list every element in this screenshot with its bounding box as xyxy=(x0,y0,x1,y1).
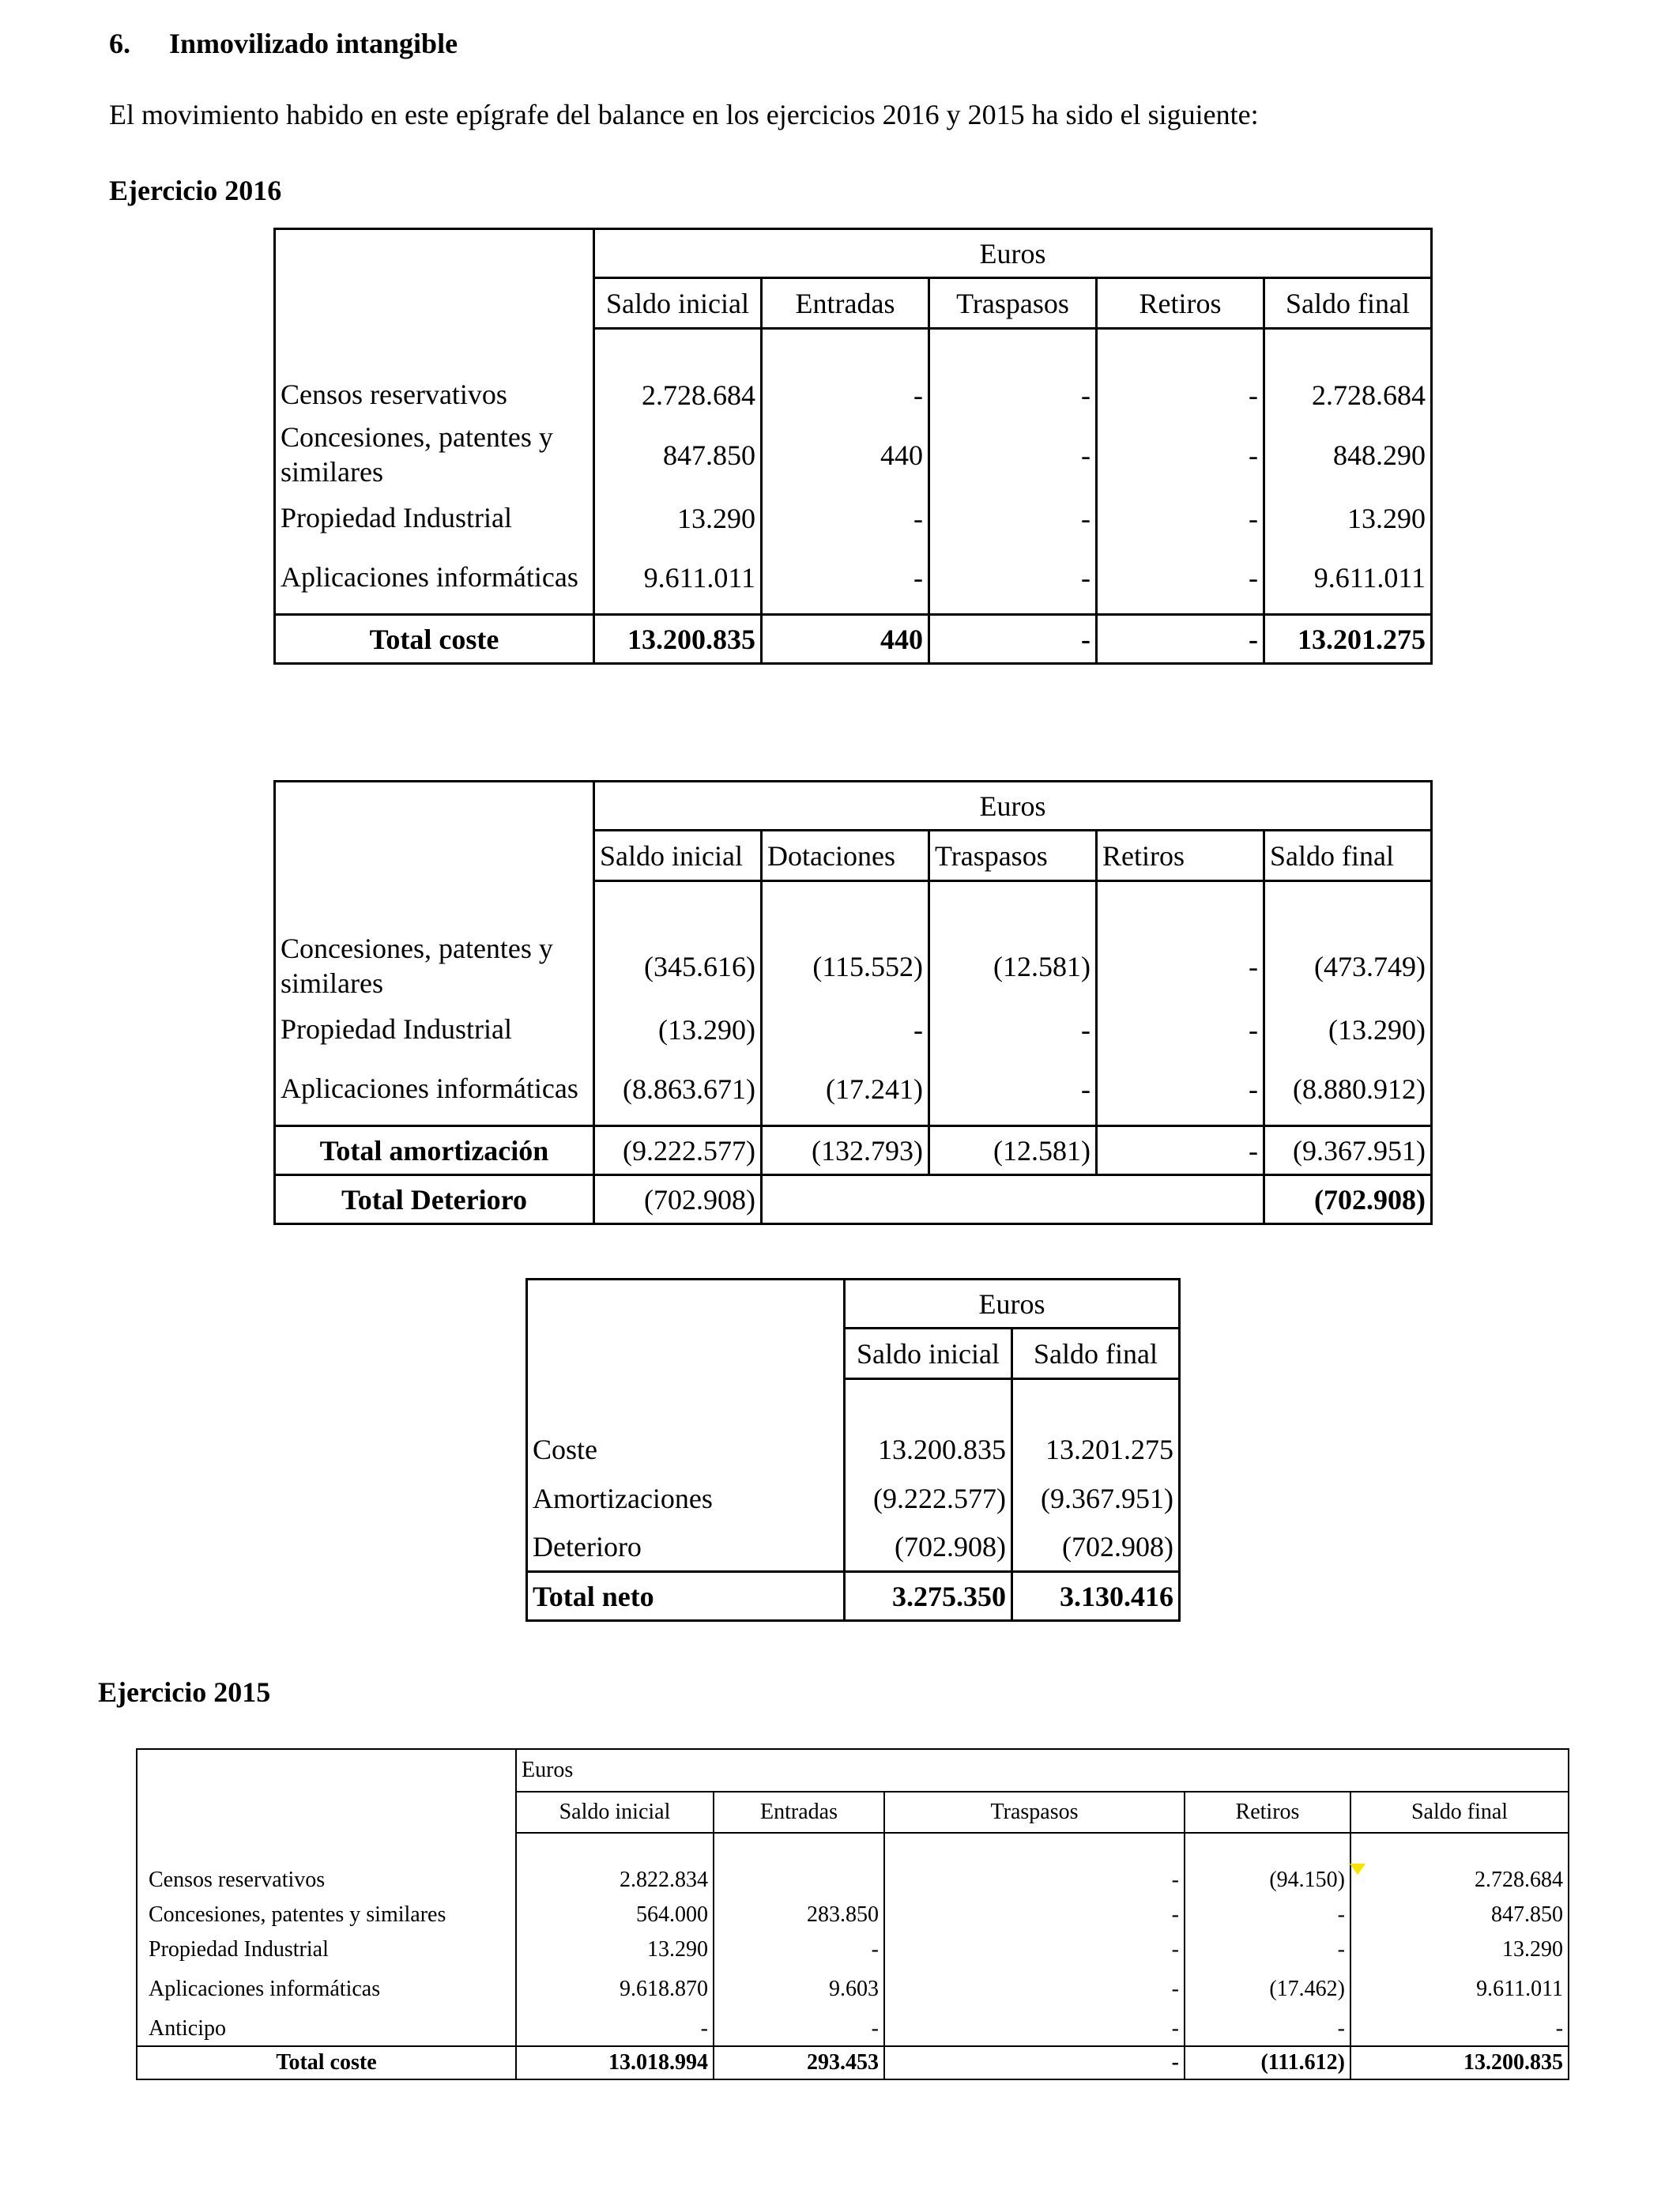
cell: (702.908) xyxy=(594,1175,762,1224)
cell: - xyxy=(1185,2011,1350,2046)
cell: - xyxy=(884,2046,1185,2079)
cell: - xyxy=(1097,542,1264,615)
cell: (94.150) xyxy=(1185,1863,1350,1898)
header-blank xyxy=(275,229,594,329)
col-header: Retiros xyxy=(1185,1792,1350,1833)
cell: (345.616) xyxy=(594,927,762,1006)
table-row xyxy=(275,375,1432,416)
total-row xyxy=(527,1572,1180,1621)
cell: - xyxy=(929,1006,1097,1054)
cell: 847.850 xyxy=(594,416,762,495)
header-blank xyxy=(137,1749,516,1833)
cell xyxy=(714,1863,884,1898)
heading-ejercicio-2015: Ejercicio 2015 xyxy=(98,1676,271,1708)
cell: 9.603 xyxy=(714,1967,884,2011)
cell: - xyxy=(929,416,1097,495)
total-row xyxy=(275,1175,1432,1224)
row-label: Anticipo xyxy=(137,2011,516,2046)
cell: 9.618.870 xyxy=(516,1967,714,2011)
col-header: Retiros xyxy=(1097,831,1264,881)
total-label: Total Deterioro xyxy=(275,1175,594,1224)
col-header: Entradas xyxy=(762,278,929,329)
row-label: Concesiones, patentes y similares xyxy=(275,927,594,1006)
total-row xyxy=(275,615,1432,664)
cell: (8.863.671) xyxy=(594,1054,762,1126)
cell: 283.850 xyxy=(714,1898,884,1932)
cell: - xyxy=(884,1967,1185,2011)
cell: - xyxy=(1097,1006,1264,1054)
comment-marker-icon xyxy=(1350,1864,1365,1875)
col-header: Dotaciones xyxy=(762,831,929,881)
cell: - xyxy=(929,495,1097,542)
cell: 2.728.684 xyxy=(594,375,762,416)
row-label: Coste xyxy=(527,1425,845,1474)
col-header: Saldo final xyxy=(1012,1329,1180,1379)
row-label: Aplicaciones informáticas xyxy=(137,1967,516,2011)
cell: (9.222.577) xyxy=(594,1126,762,1175)
cell: - xyxy=(1097,1054,1264,1126)
table-row xyxy=(137,1967,1569,2011)
cell: - xyxy=(1097,1126,1264,1175)
cell: 848.290 xyxy=(1264,416,1432,495)
section-number: 6. xyxy=(109,28,130,59)
cell: (12.581) xyxy=(929,927,1097,1006)
header-blank xyxy=(275,782,594,881)
cell: - xyxy=(1097,615,1264,664)
cell: - xyxy=(1097,927,1264,1006)
table-row xyxy=(527,1474,1180,1523)
cell: 3.275.350 xyxy=(845,1572,1012,1621)
cell: (17.462) xyxy=(1185,1967,1350,2011)
cell: 564.000 xyxy=(516,1898,714,1932)
cell: - xyxy=(929,375,1097,416)
cell: 13.200.835 xyxy=(1350,2046,1569,2079)
cell: 440 xyxy=(762,416,929,495)
cell: 440 xyxy=(762,615,929,664)
cell: 9.611.011 xyxy=(594,542,762,615)
cell: (111.612) xyxy=(1185,2046,1350,2079)
total-label: Total coste xyxy=(137,2046,516,2079)
table-row xyxy=(275,1006,1432,1054)
cell: - xyxy=(929,1054,1097,1126)
cell: - xyxy=(762,495,929,542)
cell: 9.611.011 xyxy=(1350,1967,1569,2011)
row-label: Propiedad Industrial xyxy=(275,1006,594,1054)
table-2016-net xyxy=(525,1278,1181,1622)
cell: 9.611.011 xyxy=(1264,542,1432,615)
table-row xyxy=(137,1932,1569,1967)
table-row xyxy=(275,927,1432,1006)
cell: - xyxy=(884,1898,1185,1932)
total-row xyxy=(137,2046,1569,2079)
cell: - xyxy=(1097,375,1264,416)
cell: (473.749) xyxy=(1264,927,1432,1006)
cell: - xyxy=(714,2011,884,2046)
cell: (17.241) xyxy=(762,1054,929,1126)
cell: - xyxy=(762,375,929,416)
cell: - xyxy=(929,615,1097,664)
cell: 13.201.275 xyxy=(1012,1425,1180,1474)
row-label: Deterioro xyxy=(527,1523,845,1572)
cell: - xyxy=(714,1932,884,1967)
col-header: Saldo inicial xyxy=(594,831,762,881)
cell: (12.581) xyxy=(929,1126,1097,1175)
cell: (13.290) xyxy=(1264,1006,1432,1054)
cell: 2.728.684 xyxy=(1264,375,1432,416)
cell: - xyxy=(516,2011,714,2046)
group-header-euros: Euros xyxy=(516,1749,1569,1792)
cell: - xyxy=(1350,2011,1569,2046)
cell: 13.018.994 xyxy=(516,2046,714,2079)
cell: 13.201.275 xyxy=(1264,615,1432,664)
total-label: Total amortización xyxy=(275,1126,594,1175)
cell: - xyxy=(1097,495,1264,542)
table-row xyxy=(275,1054,1432,1126)
cell: - xyxy=(884,2011,1185,2046)
cell: - xyxy=(1185,1898,1350,1932)
table-row xyxy=(275,495,1432,542)
section-title: Inmovilizado intangible xyxy=(169,28,458,59)
row-label: Amortizaciones xyxy=(527,1474,845,1523)
col-header: Saldo inicial xyxy=(516,1792,714,1833)
cell: - xyxy=(762,542,929,615)
cell: (702.908) xyxy=(845,1523,1012,1572)
cell: - xyxy=(762,1006,929,1054)
cell: (702.908) xyxy=(1012,1523,1180,1572)
col-header: Saldo final xyxy=(1264,831,1432,881)
table-row xyxy=(275,416,1432,495)
table-row xyxy=(275,542,1432,615)
cell: 13.200.835 xyxy=(594,615,762,664)
col-header: Traspasos xyxy=(884,1792,1185,1833)
cell: (702.908) xyxy=(1264,1175,1432,1224)
cell: 13.290 xyxy=(1350,1932,1569,1967)
cell: - xyxy=(1185,1932,1350,1967)
col-header: Traspasos xyxy=(929,278,1097,329)
cell: (115.552) xyxy=(762,927,929,1006)
cell: 13.290 xyxy=(516,1932,714,1967)
col-header: Entradas xyxy=(714,1792,884,1833)
cell: (132.793) xyxy=(762,1126,929,1175)
row-label: Concesiones, patentes y similares xyxy=(275,416,594,495)
group-header-euros: Euros xyxy=(594,229,1432,278)
table-2016-amortization xyxy=(273,780,1433,1225)
row-label: Propiedad Industrial xyxy=(137,1932,516,1967)
total-label: Total neto xyxy=(527,1572,845,1621)
total-row xyxy=(275,1126,1432,1175)
cell: (8.880.912) xyxy=(1264,1054,1432,1126)
cell: - xyxy=(884,1863,1185,1898)
cell-blank xyxy=(762,1175,1264,1224)
col-header: Saldo inicial xyxy=(594,278,762,329)
cell: 3.130.416 xyxy=(1012,1572,1180,1621)
col-header: Saldo final xyxy=(1264,278,1432,329)
cell: 847.850 xyxy=(1350,1898,1569,1932)
row-label: Aplicaciones informáticas xyxy=(275,1054,594,1126)
total-label: Total coste xyxy=(275,615,594,664)
cell: (9.367.951) xyxy=(1012,1474,1180,1523)
cell: - xyxy=(1097,416,1264,495)
heading-ejercicio-2016: Ejercicio 2016 xyxy=(109,175,282,206)
col-header: Traspasos xyxy=(929,831,1097,881)
row-label: Concesiones, patentes y similares xyxy=(137,1898,516,1932)
cell: 2.728.684 xyxy=(1350,1863,1569,1898)
table-row xyxy=(527,1425,1180,1474)
cell: 13.290 xyxy=(1264,495,1432,542)
group-header-euros: Euros xyxy=(845,1280,1180,1329)
table-2015-cost xyxy=(136,1748,1569,2080)
cell: 293.453 xyxy=(714,2046,884,2079)
cell: 2.822.834 xyxy=(516,1863,714,1898)
header-blank xyxy=(527,1280,845,1379)
row-label: Censos reservativos xyxy=(275,375,594,416)
row-label: Propiedad Industrial xyxy=(275,495,594,542)
col-header: Retiros xyxy=(1097,278,1264,329)
cell: 13.290 xyxy=(594,495,762,542)
table-row xyxy=(137,1898,1569,1932)
cell: - xyxy=(929,542,1097,615)
row-label: Censos reservativos xyxy=(137,1863,516,1898)
row-label: Aplicaciones informáticas xyxy=(275,542,594,615)
col-header: Saldo final xyxy=(1350,1792,1569,1833)
table-2016-cost xyxy=(273,228,1433,665)
cell: (9.367.951) xyxy=(1264,1126,1432,1175)
table-row xyxy=(527,1523,1180,1572)
col-header: Saldo inicial xyxy=(845,1329,1012,1379)
table-row xyxy=(137,2011,1569,2046)
section-heading xyxy=(109,27,458,60)
group-header-euros: Euros xyxy=(594,782,1432,831)
cell: - xyxy=(884,1932,1185,1967)
cell: (13.290) xyxy=(594,1006,762,1054)
cell: (9.222.577) xyxy=(845,1474,1012,1523)
cell: 13.200.835 xyxy=(845,1425,1012,1474)
intro-paragraph: El movimiento habido en este epígrafe del balance en los ejercicios 2016 y 2015 ha sido el siguiente: xyxy=(109,99,1259,130)
